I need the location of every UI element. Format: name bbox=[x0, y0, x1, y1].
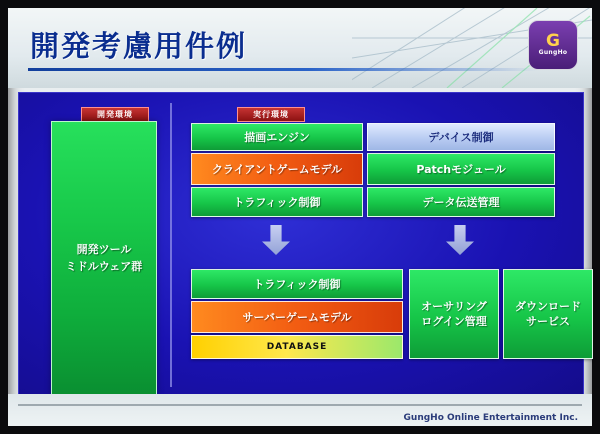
box-authoring-line2: ログイン管理 bbox=[421, 315, 487, 328]
title-underline bbox=[28, 68, 538, 71]
footer-rule bbox=[18, 404, 582, 406]
box-authoring-login-management bbox=[409, 269, 499, 359]
slide-frame bbox=[8, 8, 592, 426]
box-rendering-engine: 描画エンジン bbox=[191, 123, 363, 151]
slide-footer bbox=[8, 394, 592, 426]
development-tools-line1: 開発ツール bbox=[76, 243, 132, 256]
gungho-logo bbox=[528, 20, 578, 70]
box-database: DATABASE bbox=[191, 335, 403, 359]
box-authoring-line1: オーサリング bbox=[421, 300, 487, 313]
box-download-service bbox=[503, 269, 593, 359]
footer-copyright: GungHo Online Entertainment Inc. bbox=[403, 413, 578, 423]
logo-mark: G bbox=[546, 31, 560, 51]
box-traffic-control-server: トラフィック制御 bbox=[191, 269, 403, 299]
box-patch-module: Patchモジュール bbox=[367, 153, 555, 185]
box-client-game-model: クライアントゲームモデル bbox=[191, 153, 363, 185]
development-tools-panel bbox=[51, 121, 157, 395]
box-server-game-model: サーバーゲームモデル bbox=[191, 301, 403, 333]
down-arrow-left-icon bbox=[262, 225, 290, 255]
box-download-line1: ダウンロード bbox=[515, 300, 581, 313]
section-divider bbox=[170, 103, 172, 387]
box-traffic-control-client: トラフィック制御 bbox=[191, 187, 363, 217]
development-tools-label bbox=[66, 241, 143, 275]
development-tools-line2: ミドルウェア群 bbox=[65, 260, 143, 273]
down-arrow-right-icon bbox=[446, 225, 474, 255]
page-title: 開発考慮用件例 bbox=[30, 29, 248, 63]
logo-text: GungHo bbox=[538, 49, 568, 56]
slide-header bbox=[8, 8, 592, 88]
box-data-transfer-management: データ伝送管理 bbox=[367, 187, 555, 217]
diagram-canvas bbox=[18, 92, 584, 396]
section-tab-development: 開発環境 bbox=[81, 107, 149, 122]
box-device-control: デバイス制御 bbox=[367, 123, 555, 151]
section-tab-runtime: 実行環境 bbox=[237, 107, 305, 122]
box-download-line2: サービス bbox=[526, 315, 570, 328]
